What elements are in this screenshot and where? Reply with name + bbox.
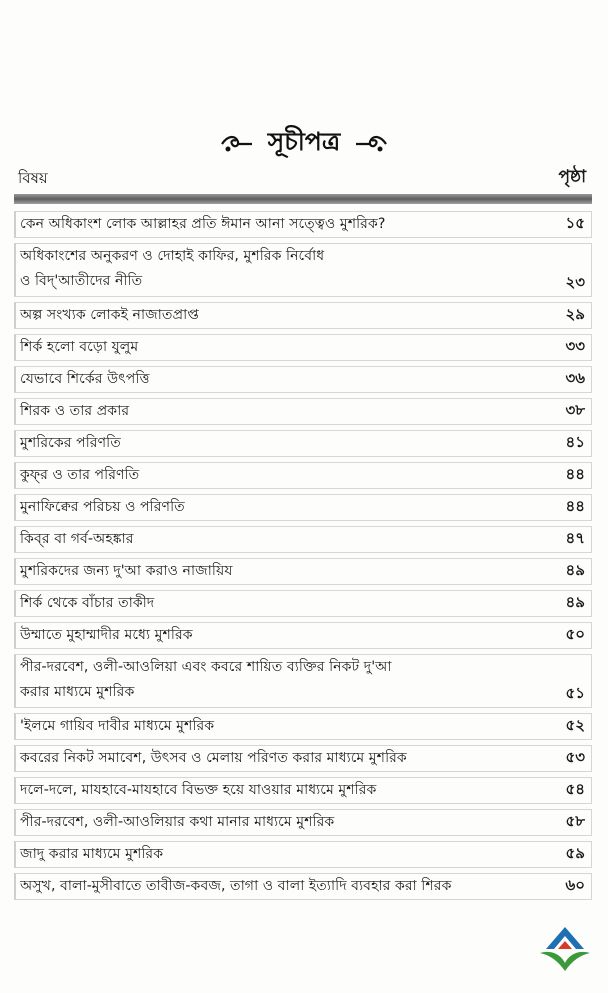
toc-page: ৫৮ bbox=[565, 812, 585, 830]
toc-row bbox=[14, 302, 592, 329]
toc-title: মুশরিকদের জন্য দু'আ করাও নাজায়িয bbox=[20, 563, 233, 579]
toc-title: উম্মাতে মুহাম্মাদীর মধ্যে মুশরিক bbox=[20, 627, 193, 643]
toc-row bbox=[14, 494, 592, 521]
toc-title: কেন অধিকাংশ লোক আল্লাহর প্রতি ঈমান আনা সত্ত্বেও মুশরিক? bbox=[20, 216, 386, 232]
toc-row bbox=[14, 558, 592, 585]
toc-row bbox=[14, 366, 592, 393]
toc-title: দলে-দলে, মাযহাবে-মাযহাবে বিভক্ত হয়ে যাওয়ার মাধ্যমে মুশরিক bbox=[20, 782, 377, 798]
toc-title: অসুখ, বালা-মুসীবাতে তাবীজ-কবজ, তাগা ও বালা ইত্যাদি ব্যবহার করা শিরক bbox=[20, 878, 452, 894]
toc-title: শির্ক হলো বড়ো যুলুম bbox=[20, 339, 139, 355]
toc-row bbox=[14, 713, 592, 740]
toc-row bbox=[14, 334, 592, 361]
toc-row bbox=[14, 654, 592, 708]
toc-page: ৩৩ bbox=[565, 337, 585, 355]
toc-page: ২৩ bbox=[565, 273, 585, 291]
toc-title: কুফ্‌র ও তার পরিণতি bbox=[20, 467, 140, 483]
toc-row bbox=[14, 622, 592, 649]
toc-title: মুনাফিক্বের পরিচয় ও পরিণতি bbox=[20, 499, 185, 515]
toc-title: অল্প সংখ্যক লোকই নাজাতপ্রাপ্ত bbox=[20, 307, 199, 323]
toc-list bbox=[14, 211, 592, 905]
toc-page: ৪৪ bbox=[565, 465, 585, 483]
toc-row bbox=[14, 809, 592, 836]
toc-page: ২৯ bbox=[565, 305, 585, 323]
toc-page: ৫৩ bbox=[565, 748, 585, 766]
toc-title: মুশরিকের পরিণতি bbox=[20, 435, 121, 451]
page-title: সূচীপত্র bbox=[267, 127, 341, 156]
toc-page: ৩৮ bbox=[565, 401, 585, 419]
toc-title: শির্ক থেকে বাঁচার তাকীদ bbox=[20, 595, 155, 611]
toc-page: ৪৪ bbox=[565, 497, 585, 515]
header-page: পৃষ্ঠা bbox=[558, 167, 586, 187]
toc-title: পীর-দরবেশ, ওলী-আওলিয়া এবং কবরে শায়িত ব্যক্তির নিকট দু'আ bbox=[20, 659, 392, 675]
left-ornament-icon bbox=[220, 133, 254, 155]
publisher-logo-icon bbox=[536, 923, 594, 975]
toc-row bbox=[14, 745, 592, 772]
toc-row bbox=[14, 430, 592, 457]
toc-row bbox=[14, 211, 592, 238]
toc-page: ৫১ bbox=[565, 684, 585, 702]
toc-row bbox=[14, 398, 592, 425]
header-subject: বিষয় bbox=[18, 169, 48, 187]
toc-page: ৫২ bbox=[565, 716, 585, 734]
toc-title: শিরক ও তার প্রকার bbox=[20, 403, 130, 419]
toc-page: ৪১ bbox=[565, 433, 585, 451]
toc-page: ৪৭ bbox=[565, 529, 585, 547]
toc-page: ৫৯ bbox=[565, 844, 585, 862]
toc-title: অধিকাংশের অনুকরণ ও দোহাই কাফির, মুশরিক নির্বোধ bbox=[20, 248, 325, 264]
toc-title: পীর-দরবেশ, ওলী-আওলিয়ার কথা মানার মাধ্যমে মুশরিক bbox=[20, 814, 335, 830]
title-block bbox=[0, 122, 608, 165]
toc-title: কবরের নিকট সমাবেশ, উৎসব ও মেলায় পরিণত করার মাধ্যমে মুশরিক bbox=[20, 750, 407, 766]
toc-title-line2: ও বিদ্‌'আতীদের নীতি bbox=[20, 273, 143, 289]
toc-page: ৪৯ bbox=[565, 593, 585, 611]
toc-row bbox=[14, 841, 592, 868]
toc-title: যেভাবে শির্কের উৎপত্তি bbox=[20, 371, 150, 387]
toc-page: ৩৬ bbox=[565, 369, 585, 387]
toc-row bbox=[14, 590, 592, 617]
toc-title-line2: করার মাধ্যমে মুশরিক bbox=[20, 684, 135, 700]
toc-row bbox=[14, 243, 592, 297]
toc-row bbox=[14, 462, 592, 489]
toc-page: ৬০ bbox=[565, 876, 585, 894]
table-header bbox=[14, 168, 592, 194]
toc-row bbox=[14, 777, 592, 804]
right-ornament-icon bbox=[354, 133, 388, 155]
header-divider bbox=[14, 194, 592, 204]
toc-page: ৫০ bbox=[565, 625, 585, 643]
toc-title: কিব্‌র বা গর্ব-অহঙ্কার bbox=[20, 531, 134, 547]
toc-title: 'ইলমে গায়িব দাবীর মাধ্যমে মুশরিক bbox=[20, 718, 215, 734]
toc-row bbox=[14, 526, 592, 553]
toc-row bbox=[14, 873, 592, 900]
toc-page: ৫৪ bbox=[565, 780, 585, 798]
toc-page: ৪৯ bbox=[565, 561, 585, 579]
toc-page: ১৫ bbox=[565, 214, 585, 232]
toc-title: জাদু করার মাধ্যমে মুশরিক bbox=[20, 846, 164, 862]
